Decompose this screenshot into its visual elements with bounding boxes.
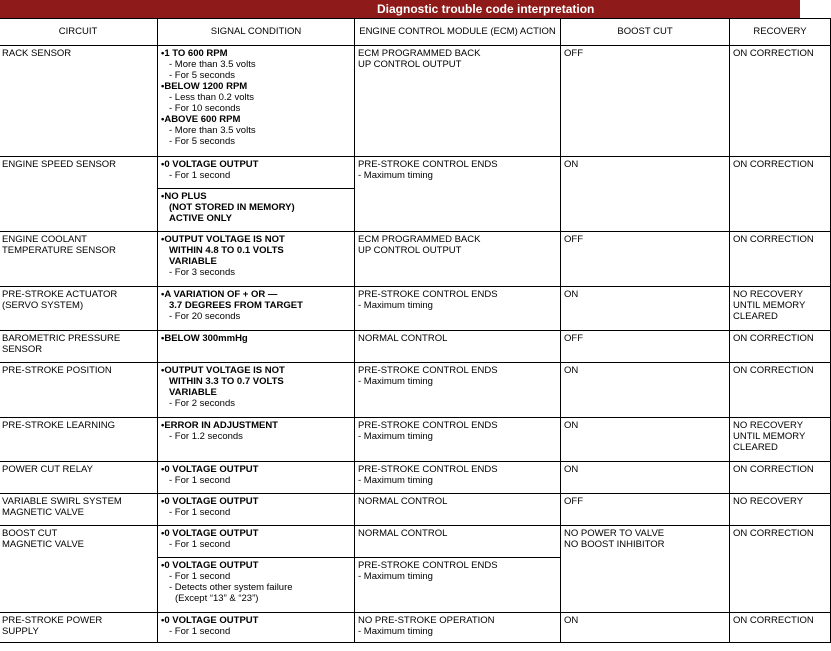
ecm-action-cell: NO PRE-STROKE OPERATION - Maximum timing [355, 613, 561, 643]
signal-cell: • 0 VOLTAGE OUTPUT - For 1 second [158, 494, 355, 526]
table-row [0, 157, 831, 189]
table-row [0, 418, 831, 462]
ecm-action-cell: PRE-STROKE CONTROL ENDS - Maximum timing [355, 462, 561, 494]
ecm-action-cell: NORMAL CONTROL [355, 494, 561, 526]
boost-cut-cell: OFF [561, 494, 730, 526]
circuit-cell: ENGINE SPEED SENSOR [0, 157, 158, 232]
header-recovery: RECOVERY [730, 19, 831, 46]
circuit-cell: BAROMETRIC PRESSURE SENSOR [0, 331, 158, 363]
boost-cut-cell: ON [561, 613, 730, 643]
signal-cell: • ERROR IN ADJUSTMENT - For 1.2 seconds [158, 418, 355, 462]
recovery-cell: ON CORRECTION [730, 462, 831, 494]
ecm-action-cell: NORMAL CONTROL [355, 526, 561, 558]
circuit-cell: PRE-STROKE ACTUATOR (SERVO SYSTEM) [0, 287, 158, 331]
dtc-table-container [0, 18, 814, 651]
circuit-cell: VARIABLE SWIRL SYSTEM MAGNETIC VALVE [0, 494, 158, 526]
signal-cell: • NO PLUS (NOT STORED IN MEMORY) ACTIVE ONLY [158, 189, 355, 232]
signal-cell: • 0 VOLTAGE OUTPUT - For 1 second [158, 462, 355, 494]
recovery-cell: ON CORRECTION [730, 331, 831, 363]
dtc-table [0, 18, 831, 643]
ecm-action-cell: PRE-STROKE CONTROL ENDS - Maximum timing [355, 157, 561, 232]
signal-cell: • BELOW 300mmHg [158, 331, 355, 363]
table-row [0, 46, 831, 157]
signal-cell: • OUTPUT VOLTAGE IS NOT WITHIN 3.3 TO 0.7 VOLTS VARIABLE - For 2 seconds [158, 363, 355, 418]
recovery-cell: ON CORRECTION [730, 157, 831, 232]
table-row [0, 363, 831, 418]
title-banner [0, 0, 800, 18]
circuit-cell: PRE-STROKE LEARNING [0, 418, 158, 462]
signal-cell: • OUTPUT VOLTAGE IS NOT WITHIN 4.8 TO 0.1 VOLTS VARIABLE - For 3 seconds [158, 232, 355, 287]
recovery-cell: ON CORRECTION [730, 613, 831, 643]
boost-cut-cell: ON [561, 462, 730, 494]
table-row [0, 287, 831, 331]
ecm-action-cell: PRE-STROKE CONTROL ENDS - Maximum timing [355, 363, 561, 418]
circuit-cell: PRE-STROKE POWER SUPPLY [0, 613, 158, 643]
boost-cut-cell: ON [561, 363, 730, 418]
signal-cell: • 0 VOLTAGE OUTPUT - For 1 second [158, 613, 355, 643]
circuit-cell: PRE-STROKE POSITION [0, 363, 158, 418]
signal-cell: • 0 VOLTAGE OUTPUT - For 1 second - Detects other system failure (Except “13” & “23”) [158, 558, 355, 613]
signal-cell: • 0 VOLTAGE OUTPUT - For 1 second [158, 526, 355, 558]
circuit-cell: BOOST CUT MAGNETIC VALVE [0, 526, 158, 613]
boost-cut-cell: ON [561, 157, 730, 232]
signal-cell: • A VARIATION OF + OR — 3.7 DEGREES FROM TARGET - For 20 seconds [158, 287, 355, 331]
table-row [0, 494, 831, 526]
recovery-cell: NO RECOVERY UNTIL MEMORY CLEARED [730, 418, 831, 462]
table-row [0, 526, 831, 558]
recovery-cell: NO RECOVERY [730, 494, 831, 526]
ecm-action-cell: ECM PROGRAMMED BACK UP CONTROL OUTPUT [355, 46, 561, 157]
signal-cell: • 1 TO 600 RPM - More than 3.5 volts - For 5 seconds • BELOW 1200 RPM - Less than 0.2 volts - For 10 seconds • ABOVE 600 RPM - More than 3.5 volts - For 5 seconds [158, 46, 355, 157]
table-row [0, 232, 831, 287]
header-row [0, 19, 831, 46]
boost-cut-cell: NO POWER TO VALVE NO BOOST INHIBITOR [561, 526, 730, 613]
ecm-action-cell: PRE-STROKE CONTROL ENDS - Maximum timing [355, 287, 561, 331]
circuit-cell: RACK SENSOR [0, 46, 158, 157]
header-circuit: CIRCUIT [0, 19, 158, 46]
table-row [0, 462, 831, 494]
circuit-cell: ENGINE COOLANT TEMPERATURE SENSOR [0, 232, 158, 287]
recovery-cell: ON CORRECTION [730, 232, 831, 287]
boost-cut-cell: OFF [561, 331, 730, 363]
ecm-action-cell: PRE-STROKE CONTROL ENDS - Maximum timing [355, 418, 561, 462]
recovery-cell: ON CORRECTION [730, 363, 831, 418]
signal-cell: • 0 VOLTAGE OUTPUT - For 1 second [158, 157, 355, 189]
ecm-action-cell: ECM PROGRAMMED BACK UP CONTROL OUTPUT [355, 232, 561, 287]
boost-cut-cell: ON [561, 287, 730, 331]
ecm-action-cell: PRE-STROKE CONTROL ENDS - Maximum timing [355, 558, 561, 613]
page-title: Diagnostic trouble code interpretation [377, 2, 595, 16]
header-ecm-action: ENGINE CONTROL MODULE (ECM) ACTION [355, 19, 561, 46]
table-row [0, 331, 831, 363]
boost-cut-cell: ON [561, 418, 730, 462]
recovery-cell: ON CORRECTION [730, 526, 831, 613]
circuit-cell: POWER CUT RELAY [0, 462, 158, 494]
recovery-cell: ON CORRECTION [730, 46, 831, 157]
boost-cut-cell: OFF [561, 46, 730, 157]
recovery-cell: NO RECOVERY UNTIL MEMORY CLEARED [730, 287, 831, 331]
ecm-action-cell: NORMAL CONTROL [355, 331, 561, 363]
boost-cut-cell: OFF [561, 232, 730, 287]
header-signal-condition: SIGNAL CONDITION [158, 19, 355, 46]
table-row [0, 613, 831, 643]
header-boost-cut: BOOST CUT [561, 19, 730, 46]
